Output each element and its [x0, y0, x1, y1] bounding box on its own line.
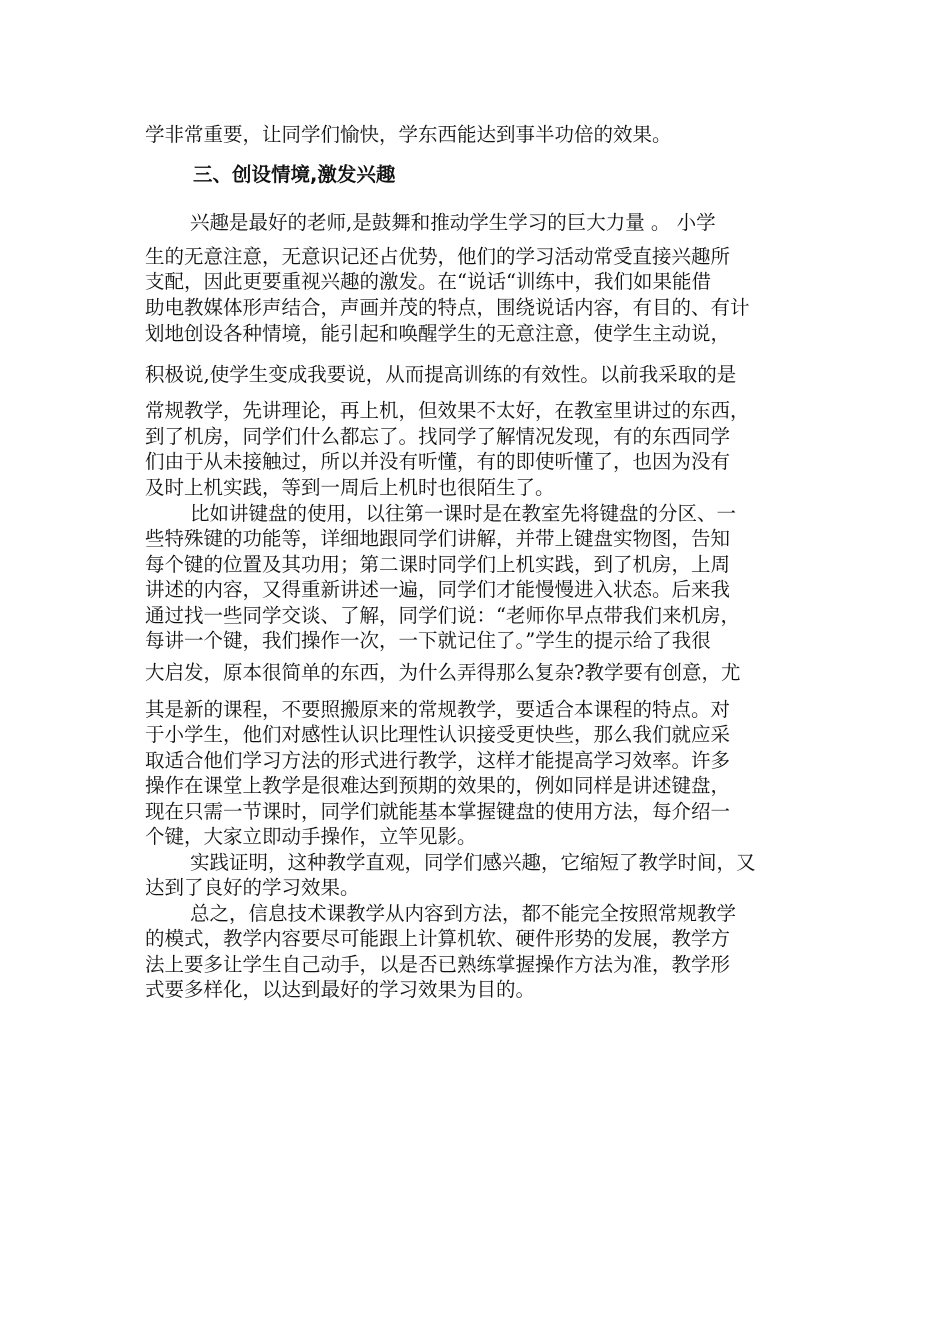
text-line: 兴趣是最好的老师,是鼓舞和推动学生学习的巨大力量 。 小学 [190, 211, 716, 234]
text-line: 的模式，教学内容要尽可能跟上计算机软、硬件形势的发展，教学方 [145, 927, 731, 950]
text-line: 积极说,使学生变成我要说，从而提高训练的有效性。以前我采取的是 [145, 363, 737, 386]
text-line: 常规教学，先讲理论，再上机，但效果不太好，在教室里讲过的东西， [145, 399, 750, 422]
text-line: 实践证明，这种教学直观，同学们感兴趣，它缩短了教学时间，又 [190, 851, 756, 874]
text-line: 于小学生，他们对感性认识比理性认识接受更快些，那么我们就应采 [145, 723, 731, 746]
text-line: 学非常重要，让同学们愉快，学东西能达到事半功倍的效果。 [145, 123, 672, 146]
text-line: 大启发，原本很简单的东西，为什么弄得那么复杂?教学要有创意，尤 [145, 661, 741, 684]
text-line: 现在只需一节课时，同学们就能基本掌握键盘的使用方法，每介绍一 [145, 800, 731, 823]
text-line: 助电教媒体形声结合，声画并茂的特点，围绕说话内容，有目的、有计 [145, 296, 750, 319]
text-line: 法上要多让学生自己动手，以是否已熟练掌握操作方法为准，教学形 [145, 953, 731, 976]
text-line: 其是新的课程，不要照搬原来的常规教学，要适合本课程的特点。对 [145, 698, 731, 721]
section-heading: 三、创设情境,激发兴趣 [193, 163, 396, 186]
text-line: 个键，大家立即动手操作，立竿见影。 [145, 825, 477, 848]
text-line: 些特殊键的功能等，详细地跟同学们讲解，并带上键盘实物图，告知 [145, 527, 731, 550]
text-line: 划地创设各种情境，能引起和唤醒学生的无意注意，使学生主动说， [145, 322, 731, 345]
text-line: 比如讲键盘的使用，以往第一课时是在教室先将键盘的分区、一 [190, 502, 737, 525]
text-line: 每个键的位置及其功用；第二课时同学们上机实践，到了机房，上周 [145, 553, 731, 576]
text-line: 操作在课堂上教学是很难达到预期的效果的，例如同样是讲述键盘， [145, 774, 731, 797]
text-line: 每讲一个键，我们操作一次，一下就记住了。”学生的提示给了我很 [145, 629, 711, 652]
text-line: 及时上机实践，等到一周后上机时也很陌生了。 [145, 476, 555, 499]
text-line: 总之，信息技术课教学从内容到方法，都不能完全按照常规教学 [190, 902, 737, 925]
text-line: 到了机房，同学们什么都忘了。找同学了解情况发现，有的东西同学 [145, 425, 731, 448]
text-line: 达到了良好的学习效果。 [145, 876, 360, 899]
text-line: 讲述的内容，又得重新讲述一遍，同学们才能慢慢进入状态。后来我 [145, 578, 731, 601]
text-line: 取适合他们学习方法的形式进行教学，这样才能提高学习效率。许多 [145, 749, 731, 772]
text-line: 生的无意注意，无意识记还占优势，他们的学习活动常受直接兴趣所 [145, 245, 731, 268]
text-line: 式要多样化，以达到最好的学习效果为目的。 [145, 978, 536, 1001]
text-line: 们由于从未接触过，所以并没有听懂，有的即使听懂了，也因为没有 [145, 450, 731, 473]
text-line: 通过找一些同学交谈、了解，同学们说：“老师你早点带我们来机房， [145, 604, 740, 627]
text-line: 支配，因此更要重视兴趣的激发。在“说话“训练中，我们如果能借 [145, 270, 711, 293]
